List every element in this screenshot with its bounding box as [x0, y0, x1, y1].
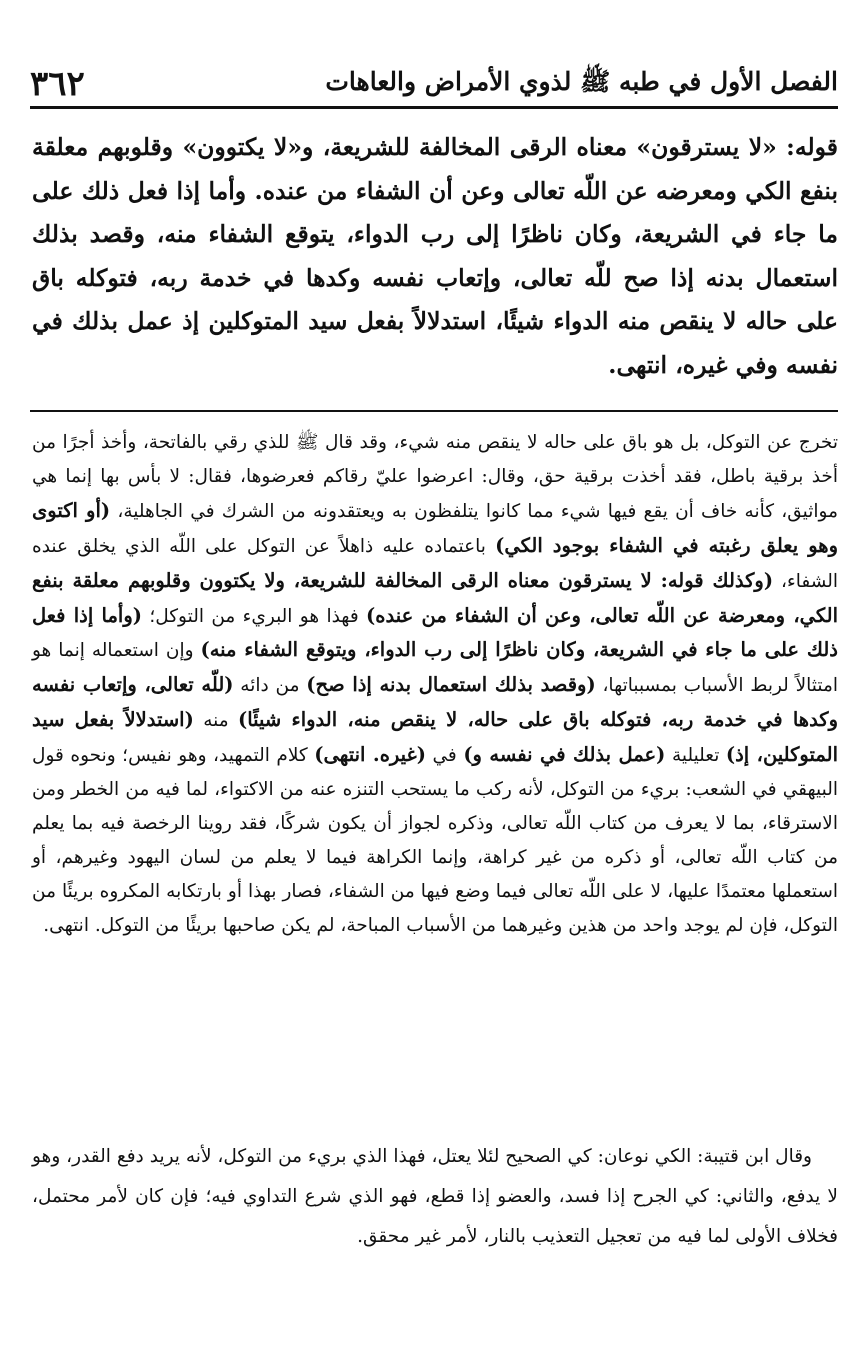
commentary-segment: منه: [193, 710, 238, 732]
quoted-text-segment: (للّه تعالى، وإتعاب نفسه وكدها في خدمة ربه، فتوكله باق على حاله، لا ينقص منه، الدواء شيئًا): [32, 673, 839, 732]
quoted-text-segment: (وأما إذا فعل ذلك على ما جاء في الشريعة، وكان ناظرًا إلى رب الدواء، ويتوقع الشفاء منه): [32, 603, 838, 662]
quoted-text-segment: (استدلالاً بفعل سيد المتوكلين، إذ): [32, 708, 839, 767]
quoted-text-segment: (عمل بذلك في نفسه و): [463, 743, 666, 767]
chapter-title: الفصل الأول في طبه ﷺ لذوي الأمراض والعاهات: [325, 66, 838, 96]
commentary-segment: في: [425, 745, 464, 767]
commentary-segment: تخرج عن التوكل، بل هو باق على حاله لا ينقص منه شيء، وقد قال ﷺ للذي رقي بالفاتحة، وأخذ أجرًا من أخذ برقية باطل، فقد أخذت برقية حق، وقال: اعرضوا عليّ رقاكم فعرضوها، فقال: لا بأس بها إنما هي مواثيق، كأنه خاف أن يقع فيها شيء مما كانوا يتلفظون به ويعتقدونه من الشرك في الجاهلية،: [32, 432, 838, 522]
commentary-segment: باعتماده عليه ذاهلاً عن التوكل على اللّه الذي يخلق عنده الشفاء،: [32, 535, 839, 592]
quoted-text-segment: (أو اكتوى وهو يعلق رغبته في الشفاء بوجود الكي): [32, 498, 838, 557]
main-hadith-text: قوله: «لا يسترقون» معناه الرقى المخالفة للشريعة، و«لا يكتوون» وقلوبهم معلقة بنفع الكي ومعرضه عن اللّه تعالى وعن أن الشفاء من عنده. وأما إذا فعل ذلك على ما جاء في الشريعة، وكان ناظرًا إلى رب الدواء، يتوقع الشفاء منه، وقصد بذلك استعمال بدنه إذا صح للّه تعالى، وإتعاب نفسه وكدها في خدمة ربه، فتوكله باق على حاله لا ينقص منه الدواء شيئًا، استدلالاً بفعل سيد المتوكلين إذ عمل بذلك في نفسه وفي غيره، انتهى.: [32, 133, 838, 379]
page-number: ٣٦٢: [30, 64, 85, 104]
page-header: [30, 62, 838, 109]
commentary-segment: وإن استعماله إنما هو امتثالاً لربط الأسباب بمسبباتها،: [32, 640, 838, 697]
footnote-divider: [30, 410, 838, 412]
commentary-segment: من دائه: [233, 675, 307, 697]
commentary-segment: كلام التمهيد، وهو نفيس؛ ونحوه قول البيهقي في الشعب: بريء من التوكل، لأنه ركب ما يستحب التنزه عنه من الاكتواء، لما فيه من الخطر ومن الاسترقاء، بما لا يعرف من كتاب اللّه تعالى، وذكره لجواز أن يكون شركًا، فقد روينا الرخصة فيه بما يعلم من كتاب اللّه تعالى، أو ذكره من غير كراهة، وإنما الكراهة فيما لا يعلم من لسان اليهود وغيرهم، أو استعملها معتمدًا عليها، لا على اللّه تعالى فيما وضع فيها من الشفاء، فصار بهذا أو بارتكابه المكروه بريئًا من التوكل، فإن لم يوجد واحد من هذين وغيرهما من الأسباب المباحة، لم يكن صاحبها بريئًا من التوكل. انتهى.: [32, 745, 838, 936]
quoted-text-segment: (وكذلك قوله: لا يسترقون معناه الرقى المخالفة للشريعة، ولا يكتوون وقلوبهم معلقة بنفع الكي، ومعرضة عن اللّه تعالى، وعن أن الشفاء من عنده): [32, 568, 838, 627]
closing-paragraph: وقال ابن قتيبة: الكي نوعان: كي الصحيح لئلا يعتل، فهذا الذي بريء من التوكل، لأنه يريد دفع القدر، وهو لا يدفع، والثاني: كي الجرح إذا فسد، والعضو إذا قطع، فهو الذي شرع التداوي فيه؛ فإن كان لأمر محتمل، فخلاف الأولى لما فيه من تعجيل التعذيب بالنار، لأمر غير محقق.: [32, 1146, 838, 1247]
commentary-text: [32, 426, 838, 943]
commentary-segment: تعليلية: [665, 745, 726, 767]
quoted-text-segment: (غيره. انتهى): [314, 743, 426, 767]
quoted-text-segment: (وقصد بذلك استعمال بدنه إذا صح): [306, 673, 596, 697]
commentary-segment: فهذا هو البريء من التوكل؛: [142, 605, 367, 627]
